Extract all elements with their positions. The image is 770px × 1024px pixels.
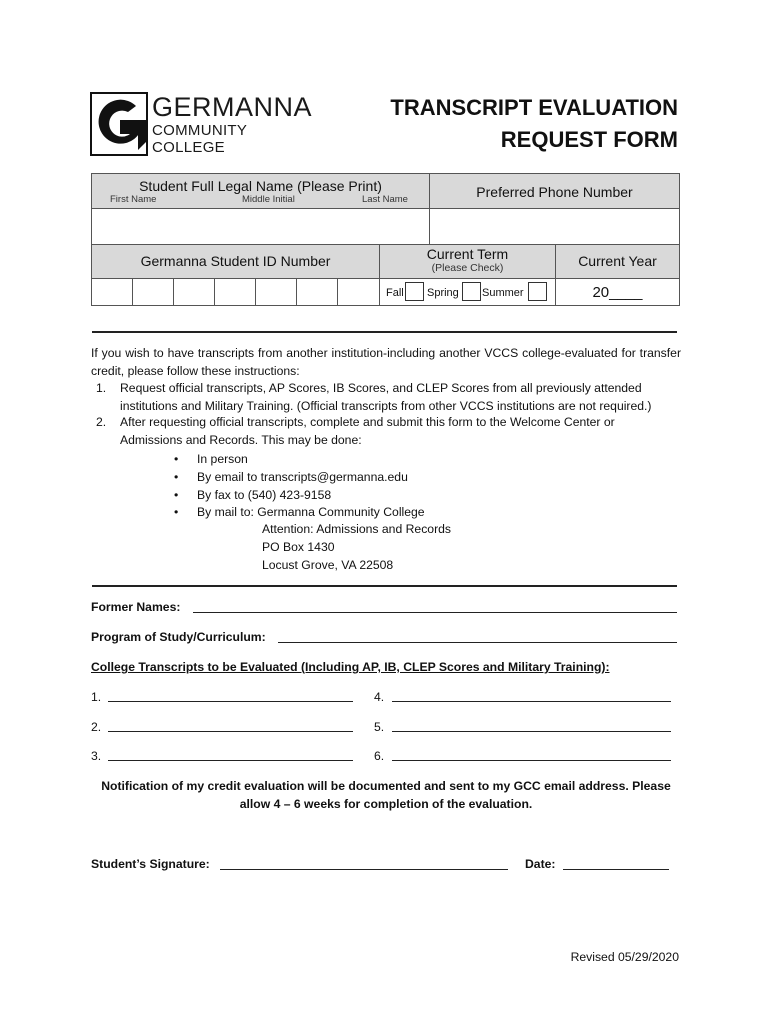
year-input[interactable]: [555, 278, 680, 306]
notification-line-1: Notification of my credit evaluation will be documented and sent to my GCC email address. Please: [101, 779, 671, 793]
year-header: Current Year: [578, 253, 657, 269]
form-title-line-1: TRANSCRIPT EVALUATION: [390, 95, 678, 120]
student-id-digit-box[interactable]: [296, 278, 338, 306]
term-summer-checkbox[interactable]: [528, 282, 547, 301]
college-5-input[interactable]: [392, 720, 671, 732]
form-title: [390, 92, 678, 156]
college-number: 2.: [91, 720, 102, 734]
mail-attention-line: Attention: Admissions and Records: [262, 522, 452, 536]
date-label: Date:: [525, 857, 556, 871]
phone-header: Preferred Phone Number: [476, 184, 633, 200]
college-logo: [90, 92, 320, 158]
logo-college-subtitle: COMMUNITY COLLEGE: [152, 122, 247, 156]
bullet-icon: •: [174, 470, 179, 484]
phone-input[interactable]: [429, 208, 680, 245]
term-header: Current Term: [426, 246, 509, 262]
submit-option-email: By email to transcripts@germanna.edu: [197, 470, 408, 484]
term-spring-label: Spring: [427, 287, 459, 299]
college-number: 6.: [374, 749, 385, 763]
mail-city-line: Locust Grove, VA 22508: [262, 558, 394, 572]
step-1-number: 1.: [96, 381, 107, 395]
bullet-icon: •: [174, 488, 179, 502]
student-id-header-cell: [91, 244, 380, 279]
signature-input[interactable]: [220, 858, 508, 870]
year-value: 20____: [592, 284, 643, 301]
term-summer-label: Summer: [482, 287, 524, 299]
term-fall-checkbox[interactable]: [405, 282, 424, 301]
germanna-g-logo-icon: [90, 92, 152, 158]
student-id-digit-box[interactable]: [173, 278, 215, 306]
college-2-input[interactable]: [108, 720, 353, 732]
logo-college-name: GERMANNA: [152, 92, 313, 122]
program-of-study-label: Program of Study/Curriculum:: [91, 630, 266, 644]
student-id-digit-box[interactable]: [132, 278, 174, 306]
program-of-study-input[interactable]: [278, 631, 677, 643]
college-4-input[interactable]: [392, 690, 671, 702]
college-number: 1.: [91, 690, 102, 704]
college-number: 4.: [374, 690, 385, 704]
former-names-input[interactable]: [193, 601, 677, 613]
year-header-cell: [555, 244, 680, 279]
student-id-digit-box[interactable]: [337, 278, 380, 306]
submit-option-mail: By mail to: Germanna Community College: [197, 505, 425, 519]
first-name-label: First Name: [110, 194, 157, 205]
term-header-cell: [379, 244, 556, 279]
section-divider: [92, 331, 677, 333]
last-name-label: Last Name: [362, 194, 408, 205]
date-input[interactable]: [563, 858, 669, 870]
section-divider: [92, 585, 677, 587]
submit-option-fax: By fax to (540) 423-9158: [197, 488, 332, 502]
signature-label: Student’s Signature:: [91, 857, 210, 871]
middle-initial-label: Middle Initial: [242, 194, 295, 205]
college-number: 5.: [374, 720, 385, 734]
step-2-number: 2.: [96, 415, 107, 429]
submit-option-in-person: In person: [197, 452, 248, 466]
term-spring-checkbox[interactable]: [462, 282, 481, 301]
colleges-heading: College Transcripts to be Evaluated (Including AP, IB, CLEP Scores and Military Training):: [91, 660, 610, 674]
student-id-digit-box[interactable]: [214, 278, 256, 306]
bullet-icon: •: [174, 452, 179, 466]
step-2-text: After requesting official transcripts, complete and submit this form to the Welcome Center or Admissions and Records. This may be done:: [120, 415, 615, 447]
revision-date: Revised 05/29/2020: [570, 950, 679, 964]
form-title-line-2: REQUEST FORM: [500, 127, 678, 152]
name-header-cell: [91, 173, 430, 209]
college-number: 3.: [91, 749, 102, 763]
college-1-input[interactable]: [108, 690, 353, 702]
college-6-input[interactable]: [392, 749, 671, 761]
student-id-digit-box[interactable]: [255, 278, 297, 306]
student-id-digit-box[interactable]: [91, 278, 133, 306]
term-subheader: (Please Check): [431, 262, 504, 274]
notification-line-2: allow 4 – 6 weeks for completion of the evaluation.: [239, 797, 533, 811]
term-fall-label: Fall: [386, 287, 404, 299]
phone-header-cell: [429, 173, 680, 209]
step-1-text: Request official transcripts, AP Scores, IB Scores, and CLEP Scores from all previously attended institutions and Military Training. (Official transcripts from other VCCS institutions are not required.): [120, 381, 652, 413]
college-3-input[interactable]: [108, 749, 353, 761]
student-id-header: Germanna Student ID Number: [140, 253, 331, 269]
name-header: Student Full Legal Name (Please Print): [139, 178, 382, 194]
bullet-icon: •: [174, 505, 179, 519]
former-names-label: Former Names:: [91, 600, 181, 614]
full-name-input[interactable]: [91, 208, 430, 245]
term-checkbox-cell: [379, 278, 556, 306]
instructions-intro: If you wish to have transcripts from another institution-including another VCCS college-evaluated for transfer credit, please follow these instructions:: [91, 346, 681, 378]
mail-po-box-line: PO Box 1430: [262, 540, 335, 554]
